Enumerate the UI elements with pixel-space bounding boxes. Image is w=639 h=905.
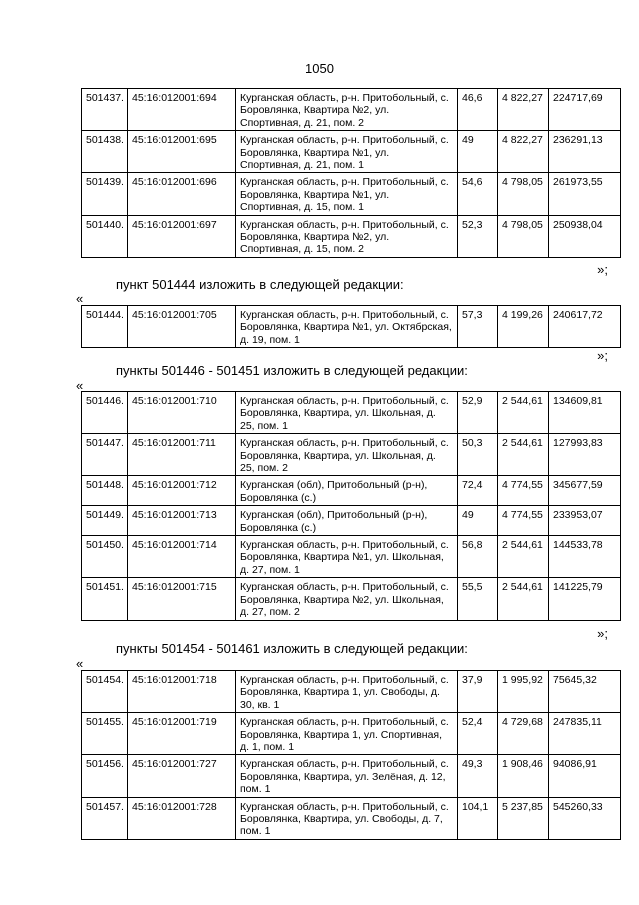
row-number-cell: 501454. <box>82 671 128 713</box>
property-table-4 <box>81 670 621 840</box>
rate-cell: 2 544,61 <box>498 392 549 434</box>
area-cell: 52,3 <box>458 215 498 257</box>
rate-cell: 1 908,46 <box>498 755 549 797</box>
cadastral-number-cell: 45:16:012001:714 <box>128 536 236 578</box>
table-row <box>82 536 621 578</box>
value-cell: 141225,79 <box>549 578 621 620</box>
address-cell: Курганская область, р-н. Притобольный, с. Боровлянка, Квартира №1, ул. Школьная, д. 27, пом. 1 <box>236 536 458 578</box>
table-row <box>82 392 621 434</box>
value-cell: 236291,13 <box>549 131 621 173</box>
cadastral-number-cell: 45:16:012001:713 <box>128 506 236 536</box>
cadastral-number-cell: 45:16:012001:711 <box>128 434 236 476</box>
table-row <box>82 506 621 536</box>
area-cell: 49,3 <box>458 755 498 797</box>
instruction-text: пункты 501446 - 501451 изложить в следующей редакции: <box>116 363 468 378</box>
area-cell: 49 <box>458 131 498 173</box>
rate-cell: 4 798,05 <box>498 173 549 215</box>
closing-quote: »; <box>597 626 608 641</box>
address-cell: Курганская область, р-н. Притобольный, с. Боровлянка, Квартира 1, ул. Свободы, д. 30, кв. 1 <box>236 671 458 713</box>
cadastral-number-cell: 45:16:012001:728 <box>128 797 236 839</box>
cadastral-number-cell: 45:16:012001:697 <box>128 215 236 257</box>
address-cell: Курганская область, р-н. Притобольный, с. Боровлянка, Квартира №1, ул. Спортивная, д. 15, пом. 1 <box>236 173 458 215</box>
rate-cell: 4 774,55 <box>498 506 549 536</box>
area-cell: 57,3 <box>458 306 498 348</box>
area-cell: 55,5 <box>458 578 498 620</box>
table-row <box>82 797 621 839</box>
property-table-3 <box>81 391 621 621</box>
row-number-cell: 501447. <box>82 434 128 476</box>
row-number-cell: 501455. <box>82 713 128 755</box>
table-row <box>82 713 621 755</box>
value-cell: 94086,91 <box>549 755 621 797</box>
rate-cell: 4 774,55 <box>498 476 549 506</box>
address-cell: Курганская область, р-н. Притобольный, с. Боровлянка, Квартира №1, ул. Октябрская, д. 19, пом. 1 <box>236 306 458 348</box>
value-cell: 75645,32 <box>549 671 621 713</box>
row-number-cell: 501440. <box>82 215 128 257</box>
opening-quote: « <box>76 378 84 393</box>
opening-quote: « <box>76 291 84 306</box>
row-number-cell: 501444. <box>82 306 128 348</box>
value-cell: 233953,07 <box>549 506 621 536</box>
table-row <box>82 755 621 797</box>
area-cell: 46,6 <box>458 89 498 131</box>
address-cell: Курганская область, р-н. Притобольный, с. Боровлянка, Квартира №1, ул. Спортивная, д. 21, пом. 1 <box>236 131 458 173</box>
instruction-text: пункт 501444 изложить в следующей редакции: <box>116 277 404 292</box>
value-cell: 250938,04 <box>549 215 621 257</box>
property-table-2 <box>81 305 621 348</box>
cadastral-number-cell: 45:16:012001:696 <box>128 173 236 215</box>
value-cell: 224717,69 <box>549 89 621 131</box>
area-cell: 72,4 <box>458 476 498 506</box>
value-cell: 144533,78 <box>549 536 621 578</box>
address-cell: Курганская область, р-н. Притобольный, с. Боровлянка, Квартира, ул. Свободы, д. 7, пом. 1 <box>236 797 458 839</box>
table-row <box>82 671 621 713</box>
cadastral-number-cell: 45:16:012001:694 <box>128 89 236 131</box>
closing-quote: »; <box>597 262 608 277</box>
table-row <box>82 131 621 173</box>
closing-quote: »; <box>597 348 608 363</box>
cadastral-number-cell: 45:16:012001:710 <box>128 392 236 434</box>
area-cell: 37,9 <box>458 671 498 713</box>
address-cell: Курганская область, р-н. Притобольный, с. Боровлянка, Квартира, ул. Школьная, д. 25, пом. 1 <box>236 392 458 434</box>
row-number-cell: 501450. <box>82 536 128 578</box>
table-row <box>82 89 621 131</box>
row-number-cell: 501448. <box>82 476 128 506</box>
table-row <box>82 578 621 620</box>
value-cell: 134609,81 <box>549 392 621 434</box>
row-number-cell: 501451. <box>82 578 128 620</box>
row-number-cell: 501446. <box>82 392 128 434</box>
rate-cell: 2 544,61 <box>498 536 549 578</box>
value-cell: 345677,59 <box>549 476 621 506</box>
property-table-1 <box>81 88 621 258</box>
area-cell: 49 <box>458 506 498 536</box>
table-row <box>82 173 621 215</box>
table-row <box>82 215 621 257</box>
value-cell: 545260,33 <box>549 797 621 839</box>
address-cell: Курганская область, р-н. Притобольный, с. Боровлянка, Квартира, ул. Школьная, д. 25, пом. 2 <box>236 434 458 476</box>
cadastral-number-cell: 45:16:012001:718 <box>128 671 236 713</box>
rate-cell: 4 729,68 <box>498 713 549 755</box>
cadastral-number-cell: 45:16:012001:695 <box>128 131 236 173</box>
row-number-cell: 501449. <box>82 506 128 536</box>
row-number-cell: 501456. <box>82 755 128 797</box>
rate-cell: 1 995,92 <box>498 671 549 713</box>
page-number: 1050 <box>305 61 334 76</box>
address-cell: Курганская (обл), Притобольный (р-н), Боровлянка (с.) <box>236 506 458 536</box>
value-cell: 240617,72 <box>549 306 621 348</box>
cadastral-number-cell: 45:16:012001:719 <box>128 713 236 755</box>
cadastral-number-cell: 45:16:012001:715 <box>128 578 236 620</box>
rate-cell: 2 544,61 <box>498 434 549 476</box>
rate-cell: 2 544,61 <box>498 578 549 620</box>
row-number-cell: 501437. <box>82 89 128 131</box>
row-number-cell: 501438. <box>82 131 128 173</box>
rate-cell: 4 199,26 <box>498 306 549 348</box>
instruction-text: пункты 501454 - 501461 изложить в следующей редакции: <box>116 641 468 656</box>
area-cell: 50,3 <box>458 434 498 476</box>
opening-quote: « <box>76 656 84 671</box>
value-cell: 247835,11 <box>549 713 621 755</box>
address-cell: Курганская область, р-н. Притобольный, с. Боровлянка, Квартира №2, ул. Школьная, д. 27, пом. 2 <box>236 578 458 620</box>
area-cell: 52,4 <box>458 713 498 755</box>
rate-cell: 5 237,85 <box>498 797 549 839</box>
rate-cell: 4 798,05 <box>498 215 549 257</box>
area-cell: 52,9 <box>458 392 498 434</box>
rate-cell: 4 822,27 <box>498 131 549 173</box>
address-cell: Курганская область, р-н. Притобольный, с. Боровлянка, Квартира 1, ул. Спортивная, д. 1, пом. 1 <box>236 713 458 755</box>
cadastral-number-cell: 45:16:012001:705 <box>128 306 236 348</box>
table-row <box>82 434 621 476</box>
value-cell: 127993,83 <box>549 434 621 476</box>
row-number-cell: 501457. <box>82 797 128 839</box>
area-cell: 104,1 <box>458 797 498 839</box>
table-row <box>82 476 621 506</box>
cadastral-number-cell: 45:16:012001:712 <box>128 476 236 506</box>
row-number-cell: 501439. <box>82 173 128 215</box>
address-cell: Курганская область, р-н. Притобольный, с. Боровлянка, Квартира №2, ул. Спортивная, д. 15, пом. 2 <box>236 215 458 257</box>
value-cell: 261973,55 <box>549 173 621 215</box>
cadastral-number-cell: 45:16:012001:727 <box>128 755 236 797</box>
area-cell: 56,8 <box>458 536 498 578</box>
table-row <box>82 306 621 348</box>
address-cell: Курганская (обл), Притобольный (р-н), Боровлянка (с.) <box>236 476 458 506</box>
address-cell: Курганская область, р-н. Притобольный, с. Боровлянка, Квартира №2, ул. Спортивная, д. 21, пом. 2 <box>236 89 458 131</box>
rate-cell: 4 822,27 <box>498 89 549 131</box>
area-cell: 54,6 <box>458 173 498 215</box>
address-cell: Курганская область, р-н. Притобольный, с. Боровлянка, Квартира, ул. Зелёная, д. 12, пом. 1 <box>236 755 458 797</box>
